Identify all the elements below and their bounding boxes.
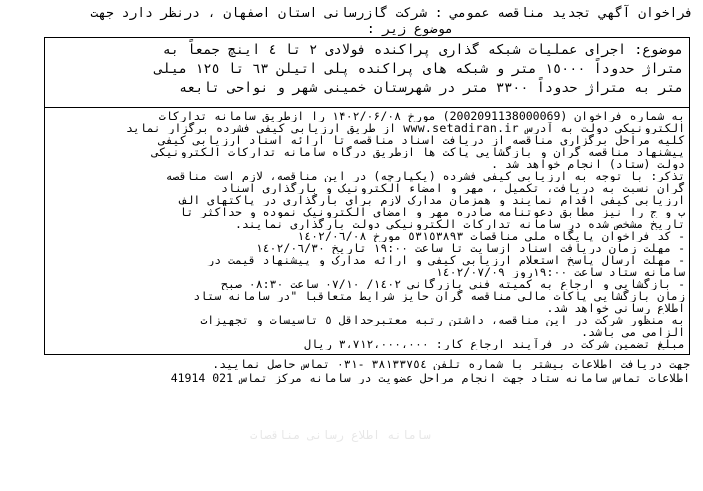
details-line: - مهلت زمان دریافت اسناد ازسایت تا ساعت ١٩:٠٠ تاریخ ١٤٠٢/٠٦/٣٠ xyxy=(255,242,685,254)
details-line: دولت (ستاد) انجام خواهد شد . xyxy=(491,158,685,170)
details-line: کلیه مراحل برگزاری مناقصه از دریافت اسناد مناقصه تا ارائه اسناد ارزیابی کیفی xyxy=(158,134,685,146)
details-line: تذکر: با توجه به ارزیابی کیفی فشرده (یکپارچه) در این مناقصه، لازم است مناقصه xyxy=(165,170,685,182)
details-line: - بازگشایی و ارجاع به کمیته فنی بازرگانی ١٤٠٢/ ٠٧/١٠ ساعت ٠٨:٣٠ صبح xyxy=(221,278,685,290)
footer-contact-line: جهت دریافت اطلاعات بیشتر با شماره تلفن ٣٨١٣٣٧٥٤ -٠٣١ تماس حاصل نمایید. xyxy=(212,358,690,370)
details-line: اطلاع رسانی خواهد شد. xyxy=(546,302,685,314)
details-line: ب و ج را نیز مطابق دعوتنامه صادره مهر و امضای الکترونیک نموده و حداکثر تا xyxy=(179,206,685,218)
details-line: به شماره فراخوان (2002091138000069) مورخ ۱۴۰۲/۰۶/۰۸ را ازطریق سامانه تدارکات xyxy=(158,110,685,122)
details-box xyxy=(44,108,690,355)
watermark: سامانه اطلاع رسانی مناقصات xyxy=(250,428,431,442)
subject-box xyxy=(44,37,690,108)
details-line: زمان بازگشایی پاکات مالی مناقصه گران حایز شرایط متعاقباً "در سامانه ستاد xyxy=(193,290,685,302)
details-line: گران نسبت به دریافت، تکمیل ، مهر و امضاء الکترونیک و بارگذاری اسناد xyxy=(221,182,685,194)
details-line: مبلغ تضمین شرکت در فرآیند ارجاع کار: ٣،٧١٢،٠٠٠،٠٠٠ ریال xyxy=(304,338,685,350)
details-line: پیشنهاد مناقصه گران و بازگشایی پاکت ها ازطریق درگاه سامانه تدارکات الکترونیکی xyxy=(151,146,685,158)
header-line-1: فراخوان آگهي تجديد مناقصه عمومي : شركت گازرسانی استان اصفهان ، درنظر دارد جهت xyxy=(90,6,693,21)
details-line: به منظور شرکت در این مناقصه، داشتن رتبه معتبرحداقل ٥ تاسیسات و تجهیزات xyxy=(200,314,685,326)
subject-line-3: متر به متراژ حدوداً ٣٣٠٠ متر در شهرستان خمینی شهر و نواحی تابعه xyxy=(179,80,683,96)
details-line: سامانه ستاد ساعت ١٩:٠٠روز ١٤٠٢/٠٧/٠٩ xyxy=(435,266,685,278)
details-line: تاریخ مشخص شده در سامانه تدارکات الکترونیکی دولت بارگذاری نمایند. xyxy=(234,218,685,230)
header-line-2: موضوع زير : xyxy=(366,22,453,37)
footer-contact-line: اطلاعات تماس سامانه ستاد جهت انجام مراحل عضویت در سامانه مرکز تماس 021 41914 xyxy=(170,372,690,384)
details-line: - کد فراخوان پایگاه ملی مناقصات ٥٣١٥٣٨٩٣ مورخ ١٤٠٢/٠٦/٠٨ xyxy=(297,230,685,242)
details-line: الکترونیکی دولت به آدرس www.setadiran.ir از طریق ارزیابی کیفی فشرده برگزار نماید xyxy=(126,122,685,134)
details-line: ارزیابی کیفی اقدام نمایند و همزمان مدارک لازم برای بارگذاری در پاکتهای الف xyxy=(179,194,685,206)
subject-line-2: متراژ حدوداً ١٥٠٠٠ متر و شبکه های پراکنده پلی اتیلن ٦٣ تا ١٢٥ میلی xyxy=(154,61,683,77)
subject-line-1: موضوع: اجرای عملیات شبکه گذاری پراکنده فولادی ۲ تا ٤ اینچ جمعاً به xyxy=(162,42,683,58)
details-line: - مهلت ارسال پاسخ استعلام ارزیابی کیفی و ارائه مدارک و پیشنهاد قیمت در xyxy=(207,254,685,266)
details-line: الزامی می باشد. xyxy=(581,326,685,338)
